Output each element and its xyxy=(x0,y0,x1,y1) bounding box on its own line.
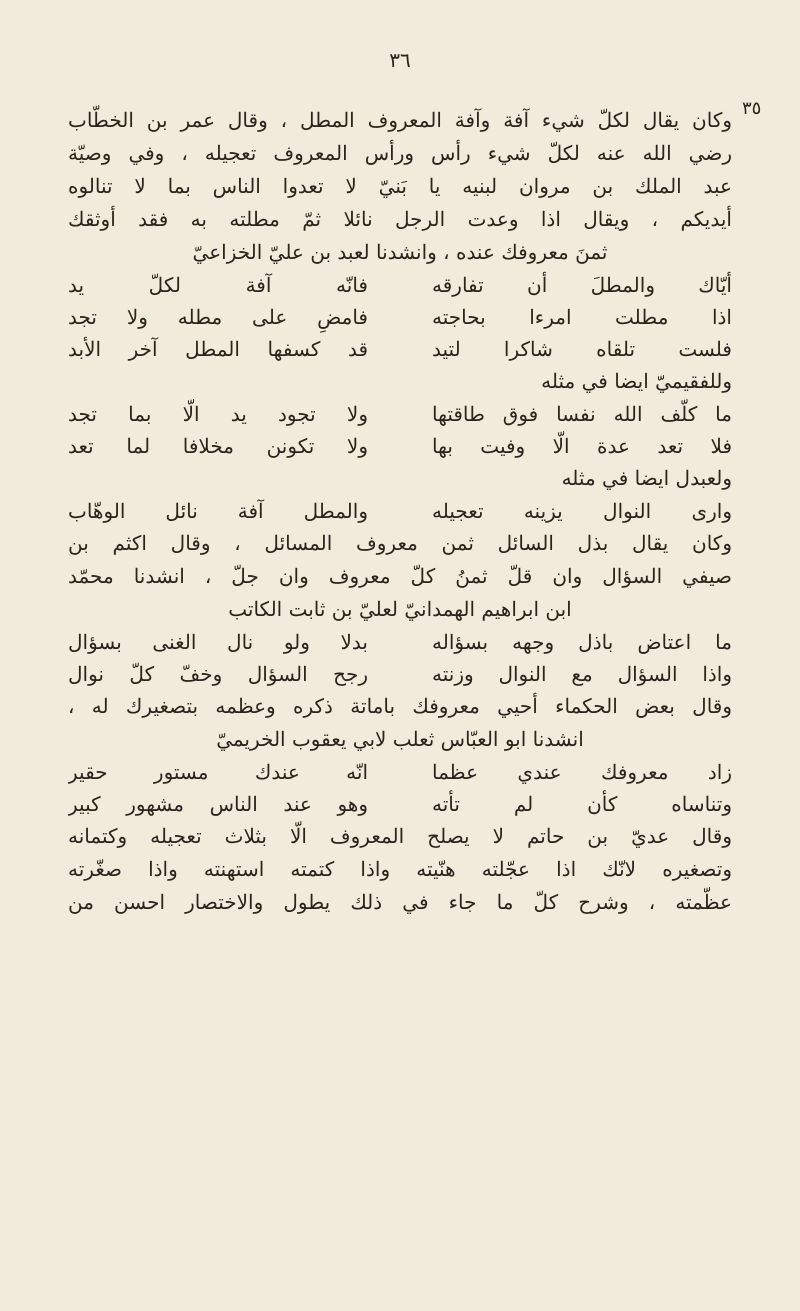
text-line: عبد الملك بن مروان لبنيه يا بَنيّ لا تعدوا الناس بما لا تنالوه xyxy=(68,174,732,198)
hemistich-left: والمطل آفة نائل الوهّاب xyxy=(68,499,368,523)
text-line: وكان يقال بذل السائل ثمن معروف المسائل ، وقال اكثم بن xyxy=(68,531,732,555)
text-line: وقال عديّ بن حاتم لا يصلح المعروف الّا بثلاث تعجيله وكتمانه xyxy=(68,824,732,848)
hemistich-right: أيّاك والمطلَ أن تفارقه xyxy=(432,273,732,297)
hemistich-right: وتناساه كأن لم تأته xyxy=(432,792,732,816)
hemistich-left: ولا تجود يد الّا بما تجد xyxy=(68,402,368,426)
text-line: عظّمته ، وشرح كلّ ما جاء في ذلك يطول والاختصار احسن من xyxy=(68,890,732,914)
text-line: وكان يقال لكلّ شيء آفة وآفة المعروف المطل ، وقال عمر بن الخطّاب xyxy=(68,108,732,132)
poem-4 xyxy=(68,626,732,690)
margin-section-number: ٣٥ xyxy=(742,98,762,119)
text-line: صيفي السؤال وان قلّ ثمنُ كلّ معروف وان جلّ ، انشدنا محمّد xyxy=(68,564,732,588)
text-line: انشدنا ابو العبّاس ثعلب لابي يعقوب الخريميّ xyxy=(216,727,584,751)
text-line: وقال بعض الحكماء أحيي معروفك باماتة ذكره وعظمه بتصغيرك له ، xyxy=(68,694,732,718)
poem-2 xyxy=(68,398,732,462)
hemistich-left: رجح السؤال وخفّ كلّ نوال xyxy=(68,662,368,686)
text-line: ولعبدل ايضا في مثله xyxy=(561,466,732,490)
hemistich-right: واذا السؤال مع النوال وزنته xyxy=(432,662,732,686)
hemistich-left: بدلا ولو نال الغنى بسؤال xyxy=(68,630,368,654)
hemistich-left: قد كسفها المطل آخر الأبد xyxy=(68,337,368,361)
hemistich-right: زاد معروفك عندي عظما xyxy=(432,760,732,784)
hemistich-left: انّه عندك مستور حقير xyxy=(68,760,368,784)
poem-1 xyxy=(68,269,732,365)
verse xyxy=(68,430,732,462)
verse xyxy=(68,756,732,788)
text-line: ابن ابراهيم الهمدانيّ لعليّ بن ثابت الكاتب xyxy=(228,597,572,621)
text-line: أيديكم ، ويقال اذا وعدت الرجل نائلا ثمّ مطلته به فقد أوثقك xyxy=(68,207,732,231)
page-number: ٣٦ xyxy=(389,48,411,72)
hemistich-left: فامضِ على مطله ولا تجد xyxy=(68,305,368,329)
hemistich-left: فانّه آفة لكلّ يد xyxy=(68,273,368,297)
hemistich-right: ما اعتاض باذل وجهه بسؤاله xyxy=(432,630,732,654)
text-line: وللفقيميّ ايضا في مثله xyxy=(541,369,732,393)
page-body xyxy=(68,104,732,919)
hemistich-right: فلا تعد عدة الّا وفيت بها xyxy=(432,434,732,458)
verse xyxy=(68,626,732,658)
verse xyxy=(68,658,732,690)
poem-3 xyxy=(68,495,732,527)
hemistich-right: ما كلّف الله نفسا فوق طاقتها xyxy=(432,402,732,426)
text-line: وتصغيره لانّك اذا عجّلته هنّيته واذا كتمته استهنته واذا صغّرته xyxy=(68,857,732,881)
poem-5 xyxy=(68,756,732,820)
verse xyxy=(68,333,732,365)
text-line: رضي الله عنه لكلّ شيء رأس ورأس المعروف تعجيله ، وفي وصيّة xyxy=(68,141,732,165)
verse xyxy=(68,495,732,527)
verse xyxy=(68,301,732,333)
verse xyxy=(68,398,732,430)
hemistich-right: وارى النوال يزينه تعجيله xyxy=(432,499,732,523)
hemistich-right: اذا مطلت امرءا بحاجته xyxy=(432,305,732,329)
hemistich-left: ولا تكونن مخلافا لما تعد xyxy=(68,434,368,458)
verse xyxy=(68,269,732,301)
verse xyxy=(68,788,732,820)
hemistich-right: فلست تلقاه شاكرا لتيد xyxy=(432,337,732,361)
text-line: ثمنَ معروفك عنده ، وانشدنا لعبد بن عليّ الخزاعيّ xyxy=(192,240,608,264)
hemistich-left: وهو عند الناس مشهور كبير xyxy=(68,792,368,816)
